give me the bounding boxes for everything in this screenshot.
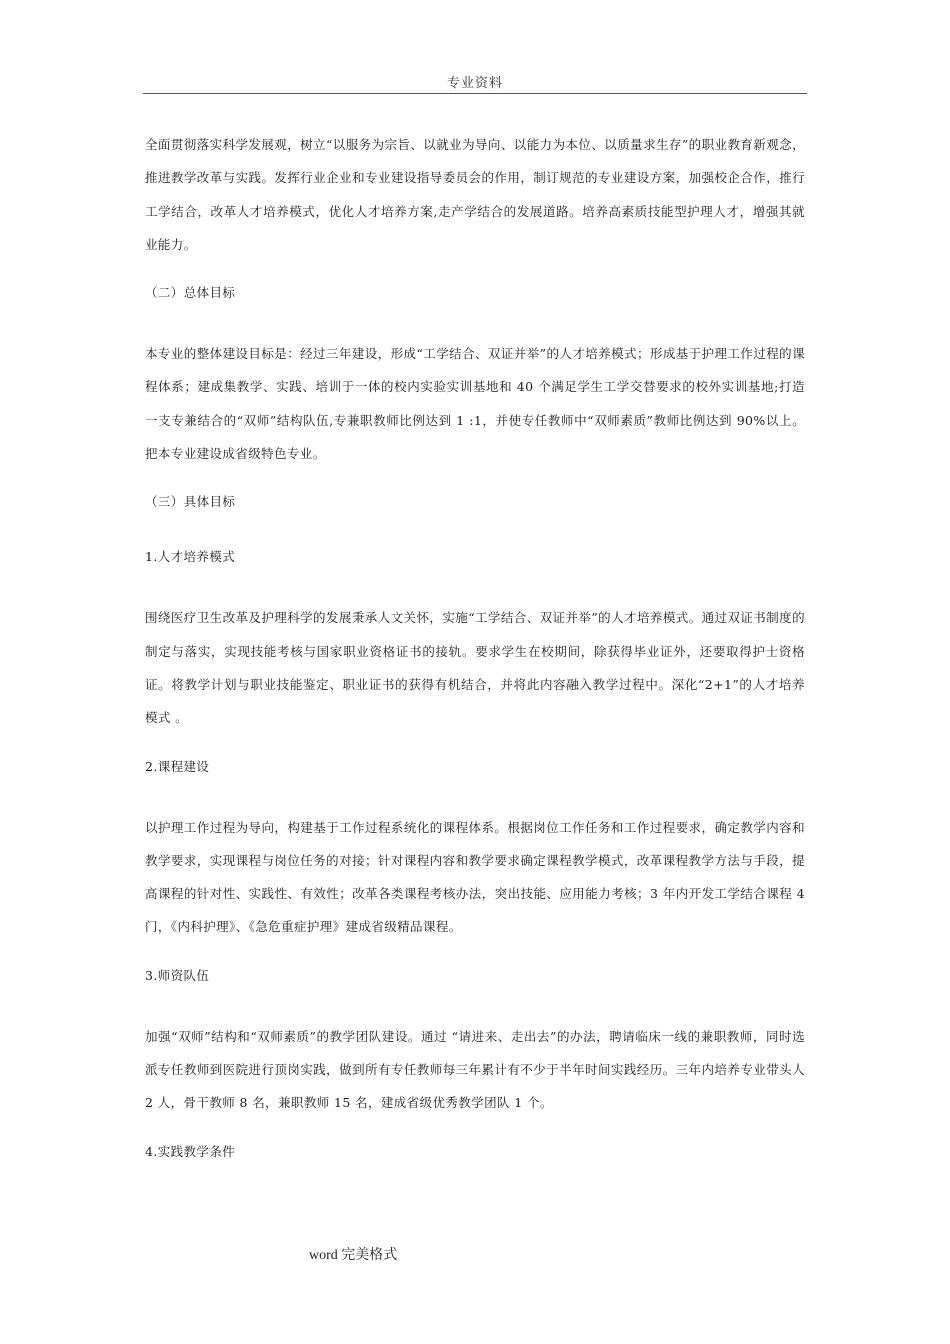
subheading-talent-model: 1.人才培养模式 (145, 549, 236, 565)
paragraph-intro: 全面贯彻落实科学发展观，树立“以服务为宗旨、以就业为导向、以能力为本位、以质量求生存”的职业教育新观念，推进教学改革与实践。发挥行业企业和专业建设指导委员会的作用，制订规范的专业建设方案，加强校企合作，推行工学结合，改革人才培养模式，优化人才培养方案,走产学结合的发展道路。培养高素质技能型护理人才，增强其就业能力。 (145, 137, 805, 252)
page-footer: word 完美格式 (309, 1248, 398, 1263)
paragraph-curriculum: 以护理工作过程为导向，构建基于工作过程系统化的课程体系。根据岗位工作任务和工作过程要求，确定教学内容和教学要求，实现课程与岗位任务的对接；针对课程内容和教学要求确定课程教学模式，改革课程教学方法与手段，提高课程的针对性、实践性、有效性；改革各类课程考核办法，突出技能、应用能力考核；3 年内开发工学结合课程 4 门，《内科护理》、《急危重症护理》建成省级精品课程。 (145, 819, 805, 935)
subheading-curriculum: 2.课程建设 (145, 758, 210, 774)
paragraph-talent-model: 围绕医疗卫生改革及护理科学的发展秉承人文关怀，实施“工学结合、双证并举”的人才培养模式。通过双证书制度的制定与落实，实现技能考核与国家职业资格证书的接轨。要求学生在校期间，除获得毕业证外，还要取得护士资格证。将教学计划与职业技能鉴定、职业证书的获得有机结合，并将此内容融入教学过程中。深化“2+1”的人才培养模式 。 (145, 610, 805, 726)
subheading-faculty: 3.师资队伍 (145, 967, 210, 983)
section-heading-specific-goals: （三）具体目标 (145, 494, 236, 510)
paragraph-faculty: 加强“双师”结构和“双师素质”的教学团队建设。通过 “请进来、走出去”的办法，聘请临床一线的兼职教师，同时选派专任教师到医院进行顶岗实践，做到所有专任教师每三年累计有不少于半年时间实践经历。三年内培养专业带头人 2 人，骨干教师 8 名，兼职教师 15 名，建成省级优秀教学团队 1 个。 (145, 1028, 805, 1111)
section-heading-overall-goal: （二）总体目标 (145, 285, 236, 301)
header-divider (143, 93, 807, 94)
paragraph-overall-goal: 本专业的整体建设目标是：经过三年建设，形成“工学结合、双证并举”的人才培养模式；形成基于护理工作过程的课程体系；建成集教学、实践、培训于一体的校内实验实训基地和 40 个满足学生工学交替要求的校外实训基地;打造一支专兼结合的“双师”结构队伍,专兼职教师比例达到 1 :1，并使专任教师中“双师素质”教师比例达到 90%以上。把本专业建设成省级特色专业。 (145, 346, 805, 462)
document-body (145, 128, 805, 1163)
subheading-practice-conditions: 4.实践教学条件 (145, 1143, 236, 1159)
page-header: 专业资料 (446, 76, 503, 91)
